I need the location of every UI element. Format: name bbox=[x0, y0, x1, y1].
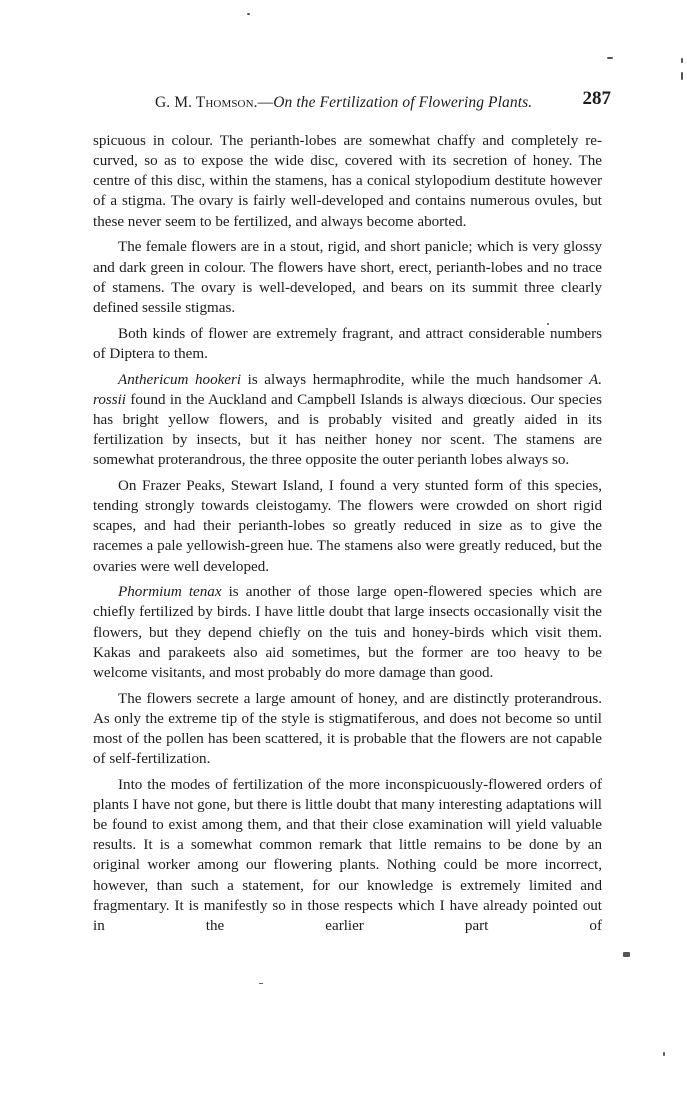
species-name: Anthericum hookeri bbox=[118, 371, 242, 388]
scan-speck bbox=[259, 983, 263, 984]
header-author: G. M. Thomson. bbox=[155, 94, 258, 111]
paragraph: On Frazer Peaks, Stewart Island, I found a very stunted form of this species, tending strongly towards cleistogamy. The flowers were crowded on short rigid scapes, and had their perianth-lobes so greatly reduced in size as to give the racemes a pale yellowish-green hue. The stamens also were greatly reduced, but the ovaries were well developed. bbox=[93, 477, 602, 575]
scan-speck bbox=[663, 1052, 665, 1056]
scan-speck bbox=[607, 57, 613, 59]
body-text bbox=[93, 131, 602, 936]
paragraph bbox=[93, 370, 602, 471]
header-separator: — bbox=[257, 94, 274, 111]
paragraph: The female flowers are in a stout, rigid, and short panicle; which is very glossy and dark green in colour. The flowers have short, erect, perianth-lobes and no trace of stamens. The ovary is well-developed, and bears on its summit three clearly defined sessile stigmas. bbox=[93, 239, 602, 316]
paragraph: Into the modes of fertilization of the more inconspicuously-flowered orders of plants I have not gone, but there is little doubt that many interesting adaptations will be found to exist among them, and that their close examination will yield valuable results. It is a somewhat common remark that little remains to be done by an original worker among our flowering plants. Nothing could be more incorrect, however, than such a statement, for our knowledge is extremely limited and fragmentary. It is manifestly so in those respects which I have already pointed out in the earlier part of bbox=[93, 776, 602, 934]
paragraph-text: is another of those large open-flowered species which are chiefly fertilized by birds. I have little doubt that large insects occasionally visit the flowers, but they depend chiefly on the tuis and honey-birds which visit them. Kakas and parakeets also aid sometimes, but the former are too heavy to be welcome visitants, and most probably do more damage than good. bbox=[93, 584, 602, 681]
paragraph-text: is always hermaphrodite, while the much handsomer bbox=[241, 371, 590, 388]
paragraph: The flowers secrete a large amount of honey, and are distinctly proterandrous. As only the extreme tip of the style is stigmatiferous, and does not become so until most of the pollen has been scattered, it is probable that the flowers are not capable of self-fertilization. bbox=[93, 690, 602, 768]
species-name: Phormium tenax bbox=[118, 584, 222, 601]
scan-speck bbox=[247, 13, 250, 15]
paragraph-text: found in the Auckland and Campbell Islands is always diœcious. Our species has bright yellow flowers, and is probably visited and greatly aided in its fertilization by insects, but it has neither honey nor scent. The stamens are somewhat proterandrous, the three opposite the outer perianth lobes always so. bbox=[93, 391, 602, 469]
scan-speck bbox=[623, 952, 630, 957]
header-title: On the Fertilization of Flowering Plants. bbox=[273, 94, 533, 111]
paragraph bbox=[93, 582, 602, 683]
paragraph: spicuous in colour. The perianth-lobes are somewhat chaffy and completely re-curved, so as to expose the wide disc, covered with its secretion of honey. The centre of this disc, within the stamens, has a conical stylopodium destitute however of a stigma. The ovary is fairly well-developed and contains numerous ovules, but these never seem to be fertilized, and always become aborted. bbox=[93, 133, 602, 230]
running-head bbox=[155, 94, 532, 112]
paragraph: Both kinds of flower are extremely fragrant, and attract considerable numbers of Diptera to them. bbox=[93, 325, 602, 362]
scan-speck bbox=[681, 58, 683, 63]
page-number: 287 bbox=[582, 88, 611, 109]
scan-speck bbox=[681, 72, 683, 80]
species-name: A. rossii bbox=[93, 371, 603, 408]
page-header bbox=[145, 88, 615, 116]
